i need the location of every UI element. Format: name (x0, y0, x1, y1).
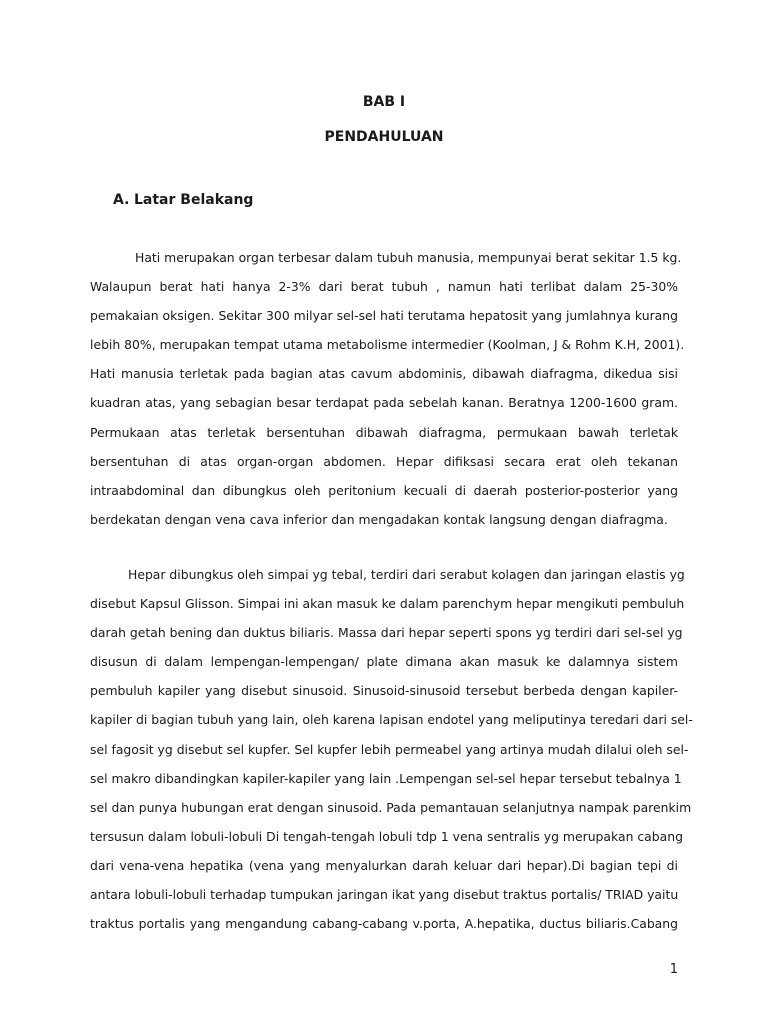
paragraph-line: sel dan punya hubungan erat dengan sinusoid. Pada pemantauan selanjutnya nampak parenkim (90, 799, 692, 815)
chapter-number: BAB I (362, 94, 406, 110)
paragraph-line: traktus portalis yang mengandung cabang-cabang v.porta, A.hepatika, ductus biliaris.Cabang (90, 916, 678, 932)
paragraph-line: Hepar dibungkus oleh simpai yg tebal, terdiri dari serabut kolagen dan jaringan elastis yg (128, 567, 685, 582)
paragraph-line: lebih 80%, merupakan tempat utama metabolisme intermedier (Koolman, J & Rohm K.H, 2001). (90, 337, 685, 353)
paragraph-line: disusun di dalam lempengan-lempengan/ plate dimana akan masuk ke dalamnya sistem (90, 654, 678, 670)
section-letter: A. (113, 192, 130, 208)
chapter-title: PENDAHULUAN (324, 129, 444, 145)
paragraph-line: antara lobuli-lobuli terhadap tumpukan jaringan ikat yang disebut traktus portalis/ TRIAD yaitu (90, 887, 679, 903)
paragraph-line: kuadran atas, yang sebagian besar terdapat pada sebelah kanan. Beratnya 1200-1600 gram. (90, 395, 678, 411)
page-number: 1 (669, 962, 678, 977)
paragraph-line: Hati merupakan organ terbesar dalam tubuh manusia, mempunyai berat sekitar 1.5 kg. (135, 250, 682, 265)
paragraph-line: Walaupun berat hati hanya 2-3% dari berat tubuh , namun hati terlibat dalam 25-30% (90, 279, 678, 295)
paragraph-line: sel fagosit yg disebut sel kupfer. Sel kupfer lebih permeabel yang artinya mudah dilalui oleh sel- (90, 741, 689, 757)
paragraph-2 (90, 560, 693, 938)
paragraph-line: sel makro dibandingkan kapiler-kapiler yang lain .Lempengan sel-sel hepar tersebut tebalnya 1 (90, 770, 682, 786)
paragraph-line: bersentuhan di atas organ-organ abdomen. Hepar difiksasi secara erat oleh tekanan (90, 453, 678, 469)
paragraph-line: kapiler di bagian tubuh yang lain, oleh karena lapisan endotel yang meliputinya teredari dari sel- (90, 712, 693, 728)
paragraph-line: dari vena-vena hepatika (vena yang menyalurkan darah keluar dari hepar).Di bagian tepi di (90, 857, 678, 873)
paragraph-line: intraabdominal dan dibungkus oleh peritonium kecuali di daerah posterior-posterior yang (90, 482, 678, 498)
paragraph-line: tersusun dalam lobuli-lobuli Di tengah-tengah lobuli tdp 1 vena sentralis yg merupakan cabang (90, 828, 683, 844)
section-heading (113, 192, 253, 208)
paragraph-line: berdekatan dengan vena cava inferior dan mengadakan kontak langsung dengan diafragma. (90, 511, 668, 527)
paragraph-line: pembuluh kapiler yang disebut sinusoid. Sinusoid-sinusoid tersebut berbeda dengan kapiler- (90, 683, 678, 699)
paragraph-line: pemakaian oksigen. Sekitar 300 milyar sel-sel hati terutama hepatosit yang jumlahnya kurang (90, 308, 678, 324)
paragraph-line: Hati manusia terletak pada bagian atas cavum abdominis, dibawah diafragma, dikedua sisi (90, 366, 678, 382)
paragraph-line: disebut Kapsul Glisson. Simpai ini akan masuk ke dalam parenchym hepar mengikuti pembuluh (90, 596, 685, 612)
paragraph-line: darah getah bening dan duktus biliaris. Massa dari hepar seperti spons yg terdiri dari sel-sel yg (90, 625, 683, 641)
paragraph-line: Permukaan atas terletak bersentuhan dibawah diafragma, permukaan bawah terletak (90, 424, 678, 440)
section-title: Latar Belakang (134, 192, 254, 208)
paragraph-1 (90, 243, 685, 534)
